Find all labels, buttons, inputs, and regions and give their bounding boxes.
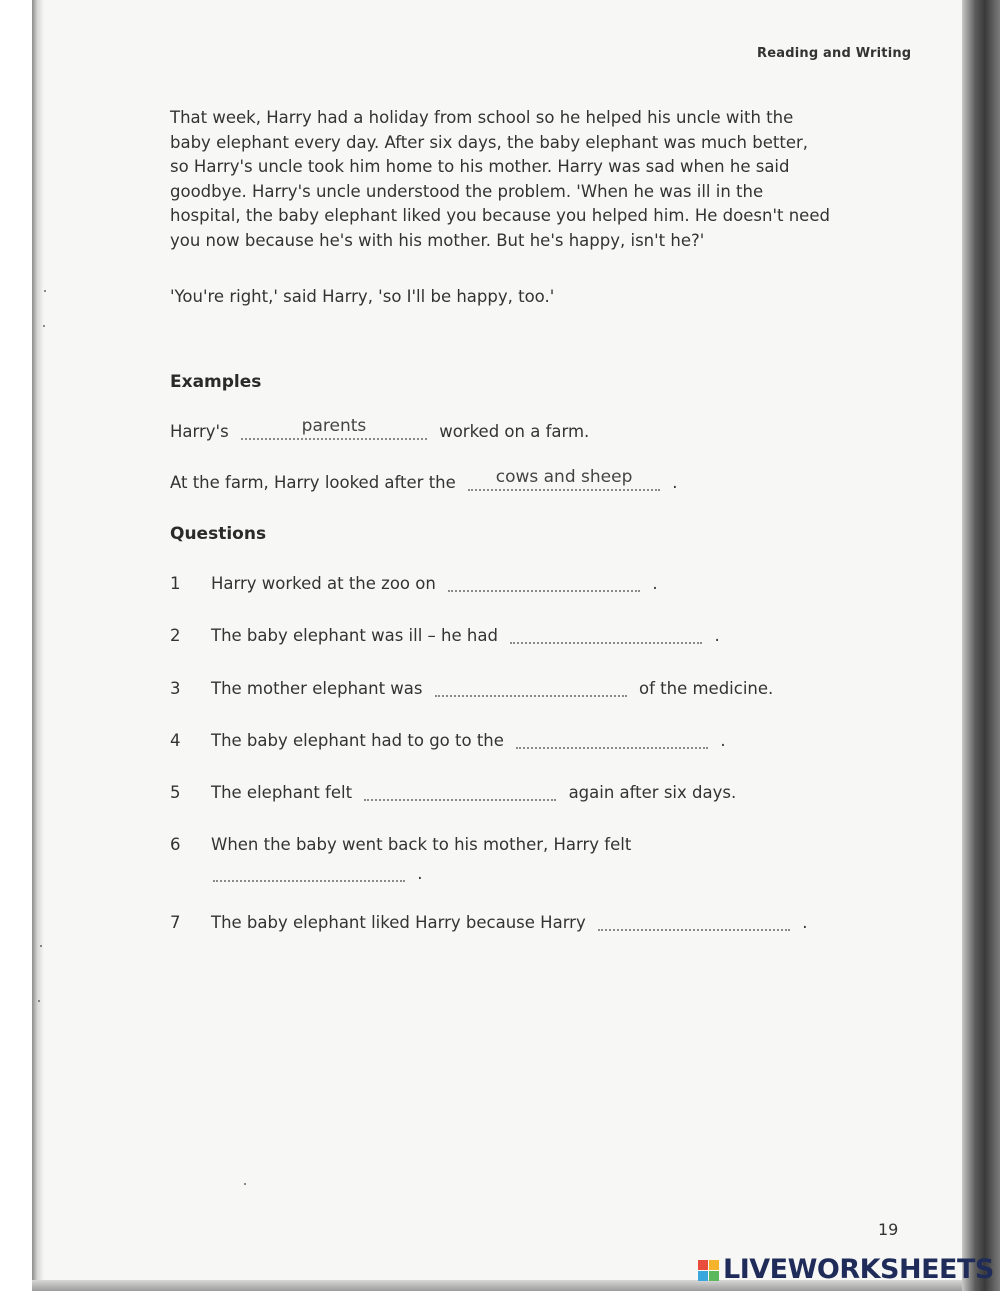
liveworksheets-watermark xyxy=(698,1255,994,1285)
section-title: Reading and Writing xyxy=(757,46,912,61)
question-7 xyxy=(170,913,807,932)
question-2-answer-field[interactable] xyxy=(510,640,702,644)
question-2-after: . xyxy=(714,626,720,645)
question-6-text: When the baby went back to his mother, Harry felt xyxy=(211,835,632,854)
scan-speck xyxy=(244,1183,246,1185)
example-1-after: worked on a farm. xyxy=(439,422,590,441)
question-6 xyxy=(170,835,631,854)
scan-speck xyxy=(40,945,42,947)
story-text xyxy=(170,106,830,310)
example-1-answer: parents xyxy=(301,416,367,436)
question-6-number: 6 xyxy=(170,835,181,854)
question-1-after: . xyxy=(652,574,658,593)
question-5-number: 5 xyxy=(170,783,181,802)
page-binding-shadow xyxy=(32,0,44,1280)
example-2-after: . xyxy=(672,473,678,492)
examples-heading: Examples xyxy=(170,372,262,392)
watermark-text: LIVEWORKSHEETS xyxy=(723,1254,994,1285)
question-6-answer-line xyxy=(206,864,423,883)
question-1-number: 1 xyxy=(170,574,181,593)
example-2-before: At the farm, Harry looked after the xyxy=(170,473,456,492)
scan-speck xyxy=(38,1000,40,1002)
story-paragraph-2: 'You're right,' said Harry, 'so I'll be happy, too.' xyxy=(170,287,555,306)
question-2 xyxy=(170,626,720,645)
example-1-before: Harry's xyxy=(170,422,229,441)
logo-square-yellow xyxy=(709,1260,719,1270)
page-right-edge xyxy=(962,0,1000,1291)
scan-speck xyxy=(43,325,45,327)
question-5-after: again after six days. xyxy=(568,783,737,802)
question-3-text: The mother elephant was xyxy=(211,679,423,698)
example-1 xyxy=(170,416,590,441)
question-7-after: . xyxy=(802,913,808,932)
question-5-answer-field[interactable] xyxy=(364,797,556,801)
example-2-answer: cows and sheep xyxy=(495,467,633,487)
question-4-after: . xyxy=(720,731,726,750)
question-3-after: of the medicine. xyxy=(639,679,774,698)
question-1-answer-field[interactable] xyxy=(448,588,640,592)
question-1 xyxy=(170,574,658,593)
story-paragraph-1: That week, Harry had a holiday from school so he helped his uncle with the baby elephant every day. After six days, the baby elephant was much better, so Harry's uncle took him home to his mother. Harry was sad when he said goodbye. Harry's uncle understood the problem. 'When he was ill in the hospital, the baby elephant liked you because you helped him. He doesn't need you now because he's with his mother. But he's happy, isn't he?' xyxy=(170,108,830,250)
logo-square-green xyxy=(709,1271,719,1281)
question-4-number: 4 xyxy=(170,731,181,750)
question-7-text: The baby elephant liked Harry because Harry xyxy=(211,913,586,932)
question-3-number: 3 xyxy=(170,679,181,698)
scan-speck xyxy=(44,290,46,292)
question-7-answer-field[interactable] xyxy=(598,927,790,931)
question-2-number: 2 xyxy=(170,626,181,645)
question-5-text: The elephant felt xyxy=(211,783,353,802)
page-number: 19 xyxy=(878,1220,899,1239)
question-6-answer-field[interactable] xyxy=(213,878,405,882)
question-7-number: 7 xyxy=(170,913,181,932)
question-3-answer-field[interactable] xyxy=(435,693,627,697)
question-1-text: Harry worked at the zoo on xyxy=(211,574,436,593)
scan-background-left xyxy=(0,0,32,1291)
question-5 xyxy=(170,783,736,802)
question-4 xyxy=(170,731,726,750)
example-2 xyxy=(170,467,678,492)
example-2-answer-field xyxy=(468,467,660,492)
example-1-answer-field xyxy=(241,416,427,441)
logo-square-red xyxy=(698,1260,708,1270)
question-6-after: . xyxy=(417,864,423,883)
questions-heading: Questions xyxy=(170,524,267,544)
question-4-text: The baby elephant had to go to the xyxy=(211,731,504,750)
logo-square-blue xyxy=(698,1271,708,1281)
liveworksheets-logo-icon xyxy=(698,1260,719,1281)
question-2-text: The baby elephant was ill – he had xyxy=(211,626,498,645)
question-3 xyxy=(170,679,773,698)
question-4-answer-field[interactable] xyxy=(516,745,708,749)
